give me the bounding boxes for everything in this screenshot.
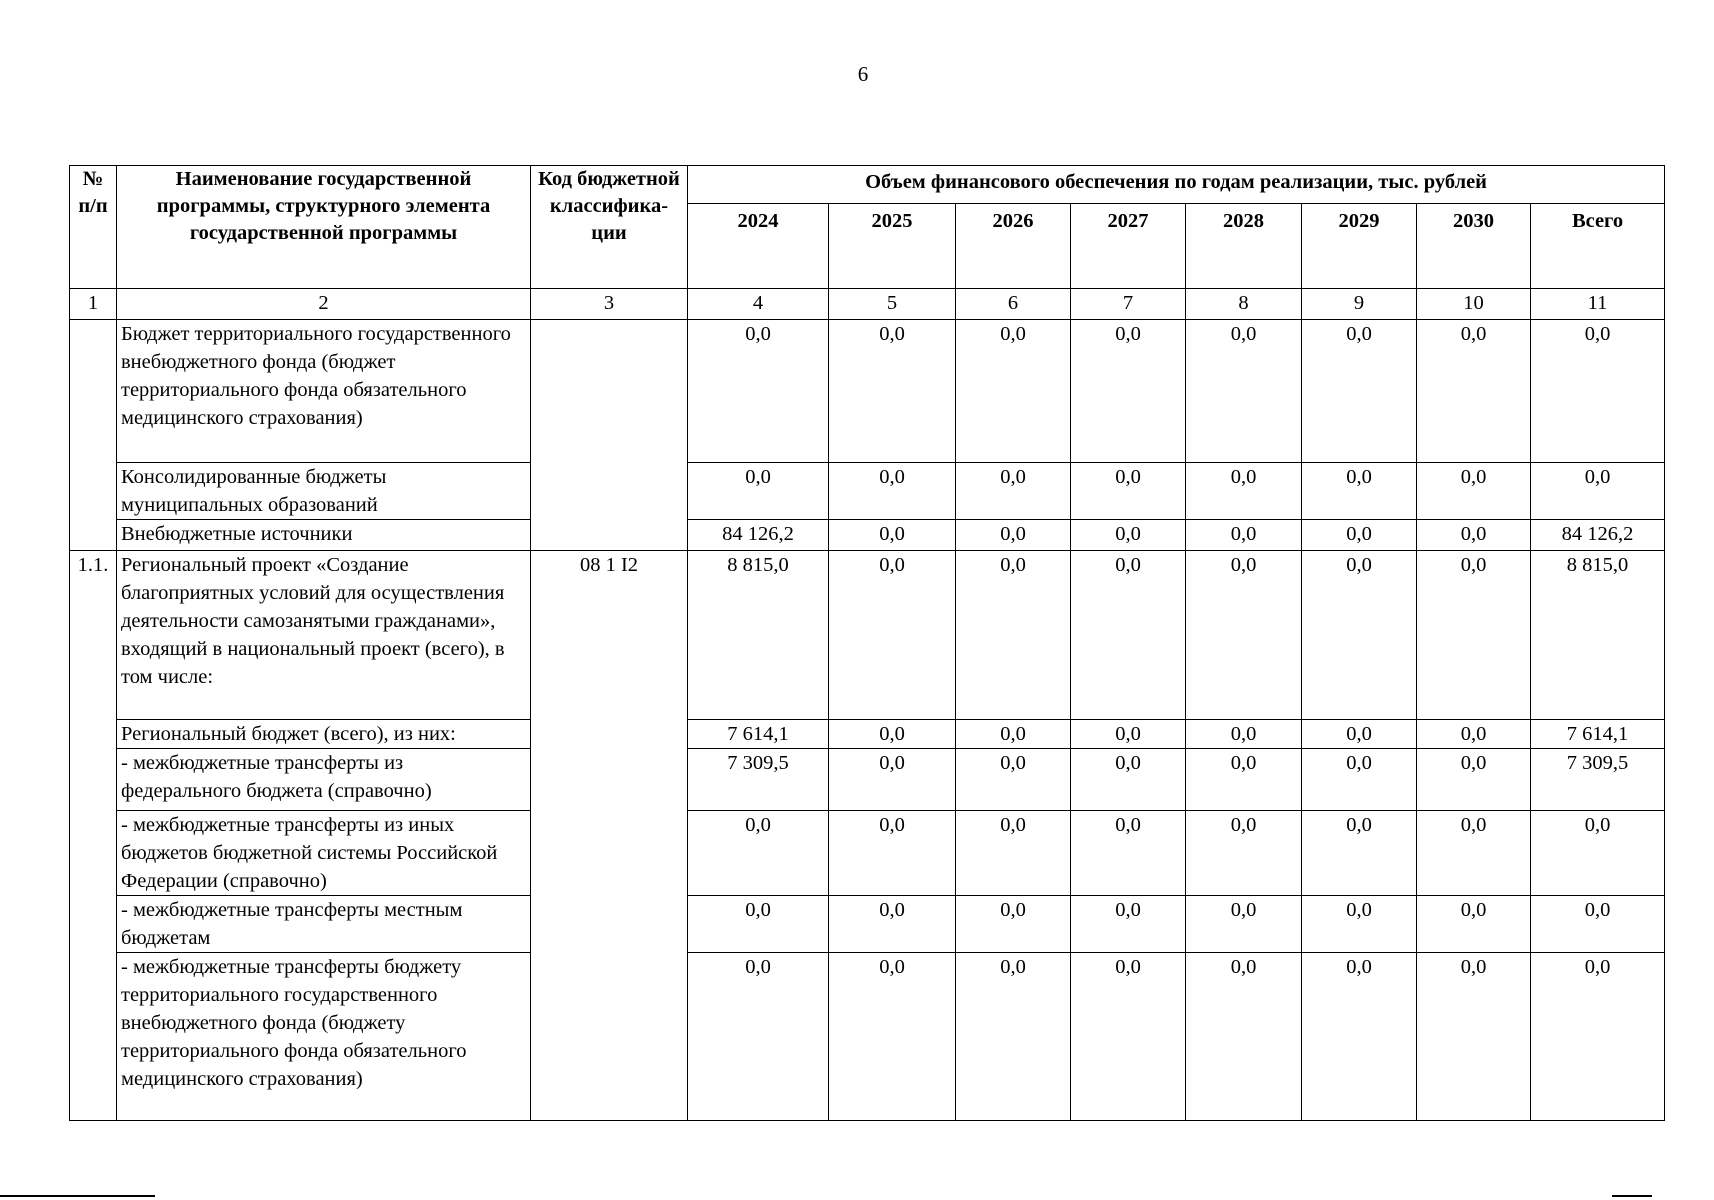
row-year-value: 0,0 — [688, 896, 829, 953]
row-year-value: 0,0 — [956, 551, 1071, 720]
row-year-value: 0,0 — [1071, 320, 1186, 463]
row-year-value: 0,0 — [956, 720, 1071, 749]
header-year-2027: 2027 — [1071, 204, 1186, 289]
column-index: 4 — [688, 289, 829, 320]
row-year-value: 0,0 — [956, 520, 1071, 551]
row-name: Бюджет территориального государственного внебюджетного фонда (бюджет территориального фонда обязательного медицинского страхования) — [117, 320, 531, 463]
row-year-value: 0,0 — [1186, 953, 1302, 1121]
row-year-value: 0,0 — [1186, 896, 1302, 953]
row-code-cell — [531, 320, 688, 551]
header-year-2024: 2024 — [688, 204, 829, 289]
column-index: 11 — [1531, 289, 1665, 320]
row-name: Консолидированные бюджеты муниципальных образований — [117, 463, 531, 520]
column-index: 7 — [1071, 289, 1186, 320]
row-year-value: 84 126,2 — [688, 520, 829, 551]
row-year-value: 0,0 — [1186, 720, 1302, 749]
row-year-value: 0,0 — [1302, 811, 1417, 896]
column-index: 1 — [70, 289, 117, 320]
row-year-value: 0,0 — [1302, 749, 1417, 811]
row-year-value: 0,0 — [1302, 720, 1417, 749]
header-year-2025: 2025 — [829, 204, 956, 289]
row-total-value: 0,0 — [1531, 896, 1665, 953]
row-year-value: 0,0 — [829, 749, 956, 811]
row-year-value: 8 815,0 — [688, 551, 829, 720]
column-index: 5 — [829, 289, 956, 320]
row-total-value: 84 126,2 — [1531, 520, 1665, 551]
header-code: Код бюджетной классифика- ции — [531, 166, 688, 289]
row-year-value: 0,0 — [956, 463, 1071, 520]
row-year-value: 0,0 — [688, 463, 829, 520]
table-row — [70, 463, 1665, 520]
row-year-value: 0,0 — [1417, 520, 1531, 551]
row-year-value: 0,0 — [1417, 749, 1531, 811]
row-year-value: 0,0 — [956, 749, 1071, 811]
row-year-value: 0,0 — [1417, 720, 1531, 749]
row-year-value: 0,0 — [1186, 811, 1302, 896]
row-name: Региональный проект «Создание благоприятных условий для осуществления деятельности самозанятыми гражданами», входящий в национальный проект (всего), в том числе: — [117, 551, 531, 720]
row-year-value: 0,0 — [1071, 720, 1186, 749]
row-year-value: 0,0 — [1417, 953, 1531, 1121]
row-name: - межбюджетные трансферты из федерального бюджета (справочно) — [117, 749, 531, 811]
table-row — [70, 720, 1665, 749]
row-year-value: 0,0 — [829, 520, 956, 551]
row-year-value: 0,0 — [829, 953, 956, 1121]
row-year-value: 0,0 — [1186, 520, 1302, 551]
row-year-value: 0,0 — [1071, 520, 1186, 551]
budget-table — [69, 165, 1665, 1121]
row-total-value: 0,0 — [1531, 811, 1665, 896]
row-total-value: 0,0 — [1531, 463, 1665, 520]
table-row — [70, 896, 1665, 953]
row-year-value: 0,0 — [1417, 463, 1531, 520]
column-index: 8 — [1186, 289, 1302, 320]
row-total-value: 8 815,0 — [1531, 551, 1665, 720]
row-year-value: 0,0 — [1417, 551, 1531, 720]
row-year-value: 0,0 — [1417, 320, 1531, 463]
row-year-value: 0,0 — [1071, 896, 1186, 953]
row-budget-code: 08 1 I2 — [531, 551, 688, 1121]
header-year-2028: 2028 — [1186, 204, 1302, 289]
column-index-row — [70, 289, 1665, 320]
table-row — [70, 320, 1665, 463]
row-year-value: 0,0 — [1417, 896, 1531, 953]
row-name: Внебюджетные источники — [117, 520, 531, 551]
row-year-value: 0,0 — [1302, 896, 1417, 953]
row-year-value: 0,0 — [1417, 811, 1531, 896]
row-year-value: 0,0 — [956, 811, 1071, 896]
footer-rule-right — [1612, 1195, 1652, 1197]
row-year-value: 0,0 — [829, 811, 956, 896]
row-year-value: 0,0 — [1302, 551, 1417, 720]
header-volume: Объем финансового обеспечения по годам реализации, тыс. рублей — [688, 166, 1665, 204]
row-year-value: 0,0 — [956, 896, 1071, 953]
footer-rule-left — [0, 1195, 155, 1197]
row-total-value: 0,0 — [1531, 953, 1665, 1121]
header-year-2030: 2030 — [1417, 204, 1531, 289]
header-total: Всего — [1531, 204, 1665, 289]
row-year-value: 0,0 — [1186, 320, 1302, 463]
header-name: Наименование государственной программы, структурного элемента государственной программы — [117, 166, 531, 289]
table-row — [70, 811, 1665, 896]
row-year-value: 0,0 — [829, 896, 956, 953]
row-year-value: 0,0 — [829, 463, 956, 520]
row-number: 1.1. — [70, 551, 117, 1121]
row-year-value: 0,0 — [829, 720, 956, 749]
row-num-cell — [70, 320, 117, 551]
row-total-value: 7 309,5 — [1531, 749, 1665, 811]
row-year-value: 0,0 — [688, 811, 829, 896]
header-num: № п/п — [70, 166, 117, 289]
row-year-value: 0,0 — [1071, 551, 1186, 720]
row-name: - межбюджетные трансферты местным бюджетам — [117, 896, 531, 953]
column-index: 10 — [1417, 289, 1531, 320]
row-name: - межбюджетные трансферты бюджету территориального государственного внебюджетного фонда (бюджету территориального фонда обязательного медицинского страхования) — [117, 953, 531, 1121]
row-year-value: 0,0 — [688, 320, 829, 463]
column-index: 9 — [1302, 289, 1417, 320]
row-year-value: 0,0 — [1071, 811, 1186, 896]
table-row — [70, 520, 1665, 551]
table-row — [70, 953, 1665, 1121]
row-year-value: 0,0 — [956, 953, 1071, 1121]
row-year-value: 7 614,1 — [688, 720, 829, 749]
row-total-value: 7 614,1 — [1531, 720, 1665, 749]
row-year-value: 0,0 — [1302, 320, 1417, 463]
row-year-value: 0,0 — [1071, 463, 1186, 520]
row-year-value: 0,0 — [1302, 463, 1417, 520]
column-index: 3 — [531, 289, 688, 320]
row-year-value: 0,0 — [829, 320, 956, 463]
row-total-value: 0,0 — [1531, 320, 1665, 463]
row-year-value: 0,0 — [1186, 551, 1302, 720]
row-year-value: 0,0 — [1302, 520, 1417, 551]
header-year-2026: 2026 — [956, 204, 1071, 289]
row-year-value: 0,0 — [1186, 749, 1302, 811]
column-index: 2 — [117, 289, 531, 320]
row-year-value: 0,0 — [956, 320, 1071, 463]
page-number: 6 — [857, 62, 869, 86]
table-row — [70, 749, 1665, 811]
column-index: 6 — [956, 289, 1071, 320]
row-year-value: 0,0 — [1302, 953, 1417, 1121]
row-name: Региональный бюджет (всего), из них: — [117, 720, 531, 749]
row-year-value: 0,0 — [688, 953, 829, 1121]
row-year-value: 0,0 — [829, 551, 956, 720]
header-year-2029: 2029 — [1302, 204, 1417, 289]
table-row — [70, 551, 1665, 720]
row-year-value: 0,0 — [1071, 749, 1186, 811]
row-year-value: 0,0 — [1186, 463, 1302, 520]
row-name: - межбюджетные трансферты из иных бюджетов бюджетной системы Российской Федерации (справочно) — [117, 811, 531, 896]
row-year-value: 7 309,5 — [688, 749, 829, 811]
row-year-value: 0,0 — [1071, 953, 1186, 1121]
